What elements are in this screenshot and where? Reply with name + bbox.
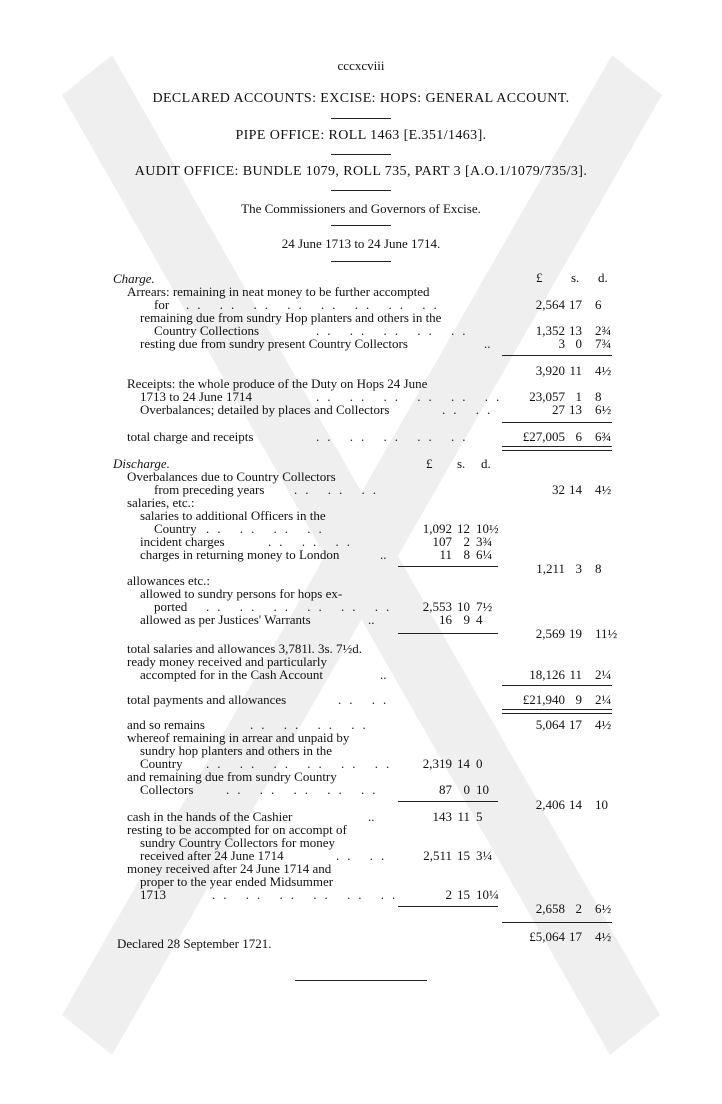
subtotal-pence: 11½ (595, 626, 618, 641)
title-declared-accounts: DECLARED ACCOUNTS: EXCISE: HOPS: GENERAL ACCOUNT. (152, 91, 570, 106)
divider (331, 261, 391, 262)
subtotal-pounds: 2,406 (535, 797, 565, 812)
inner-amount-shillings: 15 (457, 848, 470, 863)
subtotal-pence: 8 (595, 561, 602, 576)
leader-dots: .. .. .. .. .. (316, 323, 474, 338)
charge-total-label: total charge and receipts (127, 429, 254, 444)
subtotal-pence: 4½ (595, 363, 612, 378)
inner-amount-shillings: 9 (463, 612, 470, 627)
inner-amount-pounds: 143 (432, 809, 452, 824)
amount-pence: 8 (595, 389, 602, 404)
leader-dots: .. (368, 612, 375, 627)
sum-rule (502, 922, 612, 923)
charge-line: Overbalances; detailed by places and Collectors (140, 402, 390, 417)
charge-line: remaining due from sundry Hop planters and others in the (140, 310, 442, 325)
amount-pounds: 5,064 (535, 717, 565, 732)
leader-dots: .. (380, 547, 387, 562)
sum-rule (502, 355, 612, 356)
amount-pounds: 18,126 (529, 667, 565, 682)
leader-dots: .. .. .. .. (250, 717, 374, 732)
inner-sum-rule (398, 906, 498, 907)
inner-col-shilling: s. (457, 456, 466, 471)
leader-dots: .. .. .. (294, 482, 384, 497)
inner-amount-shillings: 0 (463, 782, 470, 797)
discharge-line: from preceding years (154, 482, 265, 497)
inner-amount-pounds: 16 (439, 612, 452, 627)
leader-dots: .. (484, 336, 491, 351)
amount-shillings: 1 (575, 389, 582, 404)
leader-dots: .. .. (442, 402, 499, 417)
inner-amount-pounds: 2,319 (422, 756, 452, 771)
title-pipe-office: PIPE OFFICE: ROLL 1463 [E.351/1463]. (235, 128, 487, 143)
discharge-heading: Discharge. (113, 456, 170, 471)
amount-pence: 6½ (595, 402, 612, 417)
total-pence: 6¾ (595, 429, 612, 444)
amount-shillings: 0 (575, 336, 582, 351)
discharge-line: total payments and allowances (127, 692, 287, 707)
amount-shillings: 13 (569, 402, 582, 417)
amount-pence: 2¼ (595, 667, 612, 682)
inner-sum-rule (398, 566, 498, 567)
charge-line: for (154, 297, 170, 312)
inner-amount-shillings: 11 (457, 809, 470, 824)
title-audit-office: AUDIT OFFICE: BUNDLE 1079, ROLL 735, PART 3 [A.O.1/1079/735/3]. (134, 164, 588, 179)
inner-amount-pence: 10¼ (476, 887, 499, 902)
divider (331, 225, 391, 226)
leader-dots: .. .. .. .. .. .. (206, 599, 398, 614)
end-rule (295, 980, 427, 981)
charge-heading: Charge. (113, 271, 155, 286)
inner-amount-pence: 5 (476, 809, 483, 824)
divider (331, 190, 391, 191)
subtotal-pence: 6½ (595, 901, 612, 916)
total-pounds: £27,005 (522, 429, 565, 444)
amount-pence: 4½ (595, 717, 612, 732)
inner-amount-pounds: 2,553 (422, 599, 452, 614)
amount-shillings: 13 (569, 323, 582, 338)
accountants: The Commissioners and Governors of Excise. (241, 201, 481, 216)
total-pounds: £21,940 (522, 692, 565, 707)
col-head-shilling: s. (571, 270, 580, 285)
divider (331, 118, 391, 119)
inner-amount-pence: 7½ (476, 599, 493, 614)
leader-dots: .. .. (336, 848, 393, 863)
col-head-pound: £ (536, 270, 543, 285)
amount-pence: 6 (595, 297, 602, 312)
total-pence: 2¼ (595, 692, 612, 707)
discharge-line: Country (140, 756, 183, 771)
charge-line: Country Collections (154, 323, 260, 338)
discharge-line: money received after 24 June 1714 and (127, 861, 332, 876)
discharge-line: allowances etc.: (127, 573, 211, 588)
discharge-line: Overbalances due to Country Collectors (127, 469, 336, 484)
leader-dots: .. .. .. .. (206, 521, 330, 536)
inner-amount-pence: 6¼ (476, 547, 493, 562)
discharge-line: ready money received and particularly (127, 654, 327, 669)
declared-date: Declared 28 September 1721. (117, 936, 272, 951)
divider (331, 154, 391, 155)
leader-dots: .. .. .. .. .. .. (206, 756, 398, 771)
inner-sum-rule (398, 633, 498, 634)
double-rule (502, 709, 612, 714)
discharge-line: Country (154, 521, 197, 536)
discharge-line: ported (154, 599, 188, 614)
inner-amount-pence: 10 (476, 782, 489, 797)
discharge-line: total salaries and allowances 3,781l. 3s. 7½d. (127, 641, 363, 656)
leader-dots: .. .. .. .. .. .. (212, 887, 404, 902)
charge-line: Arrears: remaining in neat money to be further accompted (127, 284, 430, 299)
discharge-line: and so remains (127, 717, 205, 732)
leader-dots: .. .. (338, 692, 395, 707)
grand-total-pounds: £5,064 (529, 929, 565, 944)
amount-pence: 7¾ (595, 336, 612, 351)
discharge-line: 1713 (140, 887, 166, 902)
subtotal-shillings: 11 (569, 363, 582, 378)
inner-amount-pounds: 2 (445, 887, 452, 902)
grand-total-pence: 4½ (595, 929, 612, 944)
discharge-line: accompted for in the Cash Account (140, 667, 324, 682)
charge-line: Receipts: the whole produce of the Duty on Hops 24 June (127, 376, 428, 391)
discharge-line: incident charges (140, 534, 225, 549)
amount-shillings: 17 (569, 297, 582, 312)
leader-dots: .. .. .. .. .. .. (316, 389, 508, 404)
grand-total-shillings: 17 (569, 929, 582, 944)
inner-col-pound: £ (426, 456, 433, 471)
amount-pounds: 32 (552, 482, 565, 497)
subtotal-pounds: 1,211 (536, 561, 565, 576)
inner-amount-pence: 3¼ (476, 848, 493, 863)
discharge-line: sundry hop planters and others in the (140, 743, 333, 758)
discharge-line: resting to be accompted for on accompt of (127, 822, 347, 837)
inner-amount-shillings: 8 (463, 547, 470, 562)
page-number: cccxcviii (337, 58, 385, 73)
leader-dots: .. (368, 809, 375, 824)
discharge-line: whereof remaining in arrear and unpaid by (127, 730, 350, 745)
leader-dots: .. .. .. .. .. .. .. .. (186, 297, 445, 312)
subtotal-shillings: 19 (569, 626, 582, 641)
inner-amount-pence: 3¾ (476, 534, 493, 549)
amount-shillings: 14 (569, 482, 582, 497)
inner-amount-pence: 10½ (476, 521, 499, 536)
inner-col-pence: d. (481, 456, 491, 471)
inner-amount-shillings: 10 (457, 599, 470, 614)
inner-amount-shillings: 14 (457, 756, 470, 771)
total-shillings: 9 (575, 692, 582, 707)
subtotal-pence: 10 (595, 797, 608, 812)
sum-rule (502, 685, 612, 686)
leader-dots: .. .. .. .. .. (316, 429, 474, 444)
leader-dots: .. (380, 667, 387, 682)
inner-amount-pounds: 87 (439, 782, 452, 797)
inner-amount-pence: 0 (476, 756, 483, 771)
amount-pence: 4½ (595, 482, 612, 497)
amount-shillings: 17 (569, 717, 582, 732)
total-shillings: 6 (575, 429, 582, 444)
double-rule (502, 446, 612, 451)
sum-rule (502, 422, 612, 423)
charge-line: 1713 to 24 June 1714 (140, 389, 252, 404)
inner-amount-shillings: 2 (463, 534, 470, 549)
inner-sum-rule (398, 801, 498, 802)
amount-shillings: 11 (569, 667, 582, 682)
amount-pounds: 1,352 (535, 323, 565, 338)
discharge-line: received after 24 June 1714 (140, 848, 284, 863)
discharge-line: cash in the hands of the Cashier (127, 809, 293, 824)
inner-amount-pence: 4 (476, 612, 483, 627)
discharge-line: allowed to sundry persons for hops ex- (140, 586, 343, 601)
amount-pounds: 27 (552, 402, 565, 417)
subtotal-pounds: 2,569 (535, 626, 565, 641)
subtotal-pounds: 2,658 (535, 901, 565, 916)
leader-dots: .. .. .. (268, 534, 358, 549)
amount-pounds: 3 (558, 336, 565, 351)
subtotal-shillings: 3 (575, 561, 582, 576)
subtotal-shillings: 2 (575, 901, 582, 916)
inner-amount-shillings: 12 (457, 521, 470, 536)
discharge-line: sundry Country Collectors for money (140, 835, 335, 850)
subtotal-shillings: 14 (569, 797, 582, 812)
amount-pounds: 2,564 (535, 297, 565, 312)
amount-pounds: 23,057 (529, 389, 565, 404)
discharge-line: Collectors (140, 782, 194, 797)
discharge-line: and remaining due from sundry Country (127, 769, 337, 784)
col-head-pence: d. (598, 270, 608, 285)
inner-amount-pounds: 1,092 (422, 521, 452, 536)
inner-amount-pounds: 2,511 (423, 848, 452, 863)
amount-pence: 2¾ (595, 323, 612, 338)
discharge-line: charges in returning money to London (140, 547, 340, 562)
inner-amount-pounds: 107 (432, 534, 452, 549)
discharge-line: proper to the year ended Midsummer (140, 874, 334, 889)
leader-dots: .. .. .. .. .. (226, 782, 384, 797)
discharge-line: salaries to additional Officers in the (140, 508, 326, 523)
inner-amount-pounds: 11 (439, 547, 452, 562)
account-period: 24 June 1713 to 24 June 1714. (281, 236, 441, 251)
subtotal-pounds: 3,920 (535, 363, 565, 378)
charge-line: resting due from sundry present Country Collectors (140, 336, 408, 351)
discharge-line: salaries, etc.: (127, 495, 195, 510)
inner-amount-shillings: 15 (457, 887, 470, 902)
discharge-line: allowed as per Justices' Warrants (140, 612, 311, 627)
